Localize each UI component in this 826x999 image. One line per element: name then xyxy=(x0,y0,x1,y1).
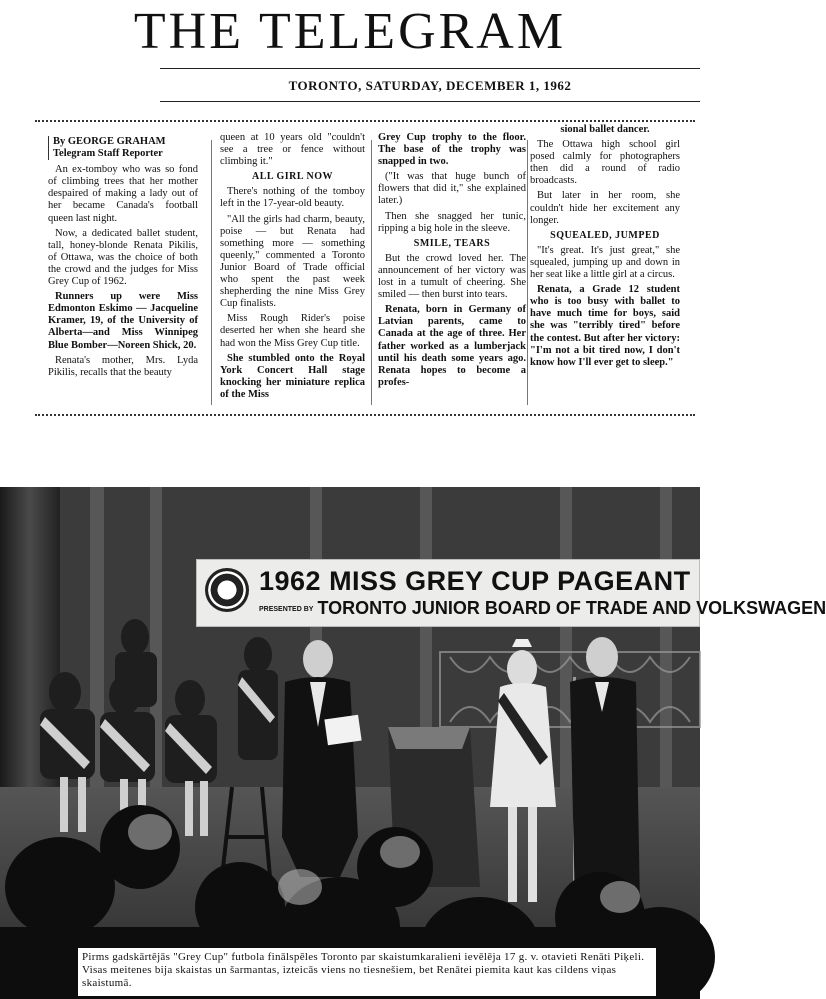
column-rule xyxy=(211,140,212,405)
article-paragraph: queen at 10 years old "couldn't see a tree or fence without climbing it." xyxy=(220,132,365,168)
dotted-divider-top xyxy=(35,120,695,122)
article-paragraph: But later in her room, she couldn't hide her excitement any longer. xyxy=(530,190,680,226)
article-paragraph: Runners up were Miss Edmonton Eskimo — Jacqueline Kramer, 19, of the University of Alberta—and Miss Winnipeg Blue Bomber—Noreen Shick, 20. xyxy=(48,291,198,351)
article-paragraph: The Ottawa high school girl posed calmly for photographers then did a round of radio broadcasts. xyxy=(530,139,680,187)
subheading: SQUEALED, JUMPED xyxy=(550,229,660,241)
article-paragraph: "It's great. It's just great," she squealed, jumping up and down in her seat like a little girl at a circus. xyxy=(530,244,680,281)
article-paragraph: Renata's mother, Mrs. Lyda Pikilis, recalls that the beauty xyxy=(48,354,198,378)
masthead-rule-bottom xyxy=(160,101,700,102)
column-rule xyxy=(527,140,528,405)
byline-author: By GEORGE GRAHAM xyxy=(48,136,198,148)
article-paragraph: But the crowd loved her. The announcement of her victory was lost in a tumult of cheering. She smiled — then burst into tears. xyxy=(378,252,526,301)
article-paragraph: "All the girls had charm, beauty, poise — but Renata had something more — something queenly," commented a Toronto Junior Board of Trade official who spent the past week shepherding the nine Miss Grey Cup finalists. xyxy=(220,213,365,310)
pageant-photo xyxy=(0,487,826,999)
banner-sponsor-text: TORONTO JUNIOR BOARD OF TRADE AND VOLKSWAGEN xyxy=(317,598,826,618)
newspaper-title: THE TELEGRAM xyxy=(133,3,567,60)
article-paragraph: sional ballet dancer. xyxy=(560,124,650,135)
pageant-banner xyxy=(196,559,826,627)
photo-caption: Pirms gadskārtējās "Grey Cup" futbola finālspēles Toronto par skaistumkaralieni ievēlēja 17 g. v. otavieti Renāti Piķeli. Visas meitenes bija skaistas un šarmantas, izteicās viens no tiesnešiem, bet Renātei piemita kaut kas cildens viņas skaistumā. xyxy=(78,948,656,996)
article-column-2 xyxy=(220,132,365,402)
article-paragraph: Renata, born in Germany of Latvian parents, came to Canada at the age of three. Her father worked as a lumberjack until his death some years ago. Renata hopes to become a profes- xyxy=(378,304,526,388)
banner-presented-by: PRESENTED BY xyxy=(259,605,314,613)
article-paragraph: Renata, a Grade 12 student who is too busy with ballet to have much time for boys, said she was "terribly tired" before the contest. But after her victory: "I'm not a bit tired now, I don't know how I'll ever get to sleep." xyxy=(530,284,680,368)
article-paragraph: She stumbled onto the Royal York Concert Hall stage knocking her miniature replica of the Miss xyxy=(220,352,365,400)
banner-headline: 1962 MISS GREY CUP PAGEANT xyxy=(259,566,691,596)
dotted-divider-bottom xyxy=(35,414,695,416)
subheading: SMILE, TEARS xyxy=(413,237,491,249)
article-column-1 xyxy=(48,136,198,406)
article-paragraph: Grey Cup trophy to the floor. The base of the trophy was snapped in two. xyxy=(378,132,526,168)
article-paragraph: Miss Rough Rider's poise deserted her when she heard she had won the Miss Grey Cup title. xyxy=(220,313,365,349)
article-paragraph: There's nothing of the tomboy left in the 17-year-old beauty. xyxy=(220,186,365,210)
dateline: TORONTO, SATURDAY, DECEMBER 1, 1962 xyxy=(288,78,572,93)
byline-role: Telegram Staff Reporter xyxy=(48,148,198,160)
article-column-4 xyxy=(530,124,680,394)
masthead xyxy=(0,0,700,60)
article-paragraph: ("It was that huge bunch of flowers that did it," she explained later.) xyxy=(378,171,526,207)
article-paragraph: An ex-tomboy who was so fond of climbing trees that her mother despaired of making a lady out of her became Canada's football queen last night. xyxy=(48,164,198,224)
masthead-rule-top xyxy=(160,68,700,69)
board-of-trade-logo-icon xyxy=(205,568,249,612)
subheading: ALL GIRL NOW xyxy=(251,171,334,183)
column-rule xyxy=(371,140,372,405)
article-column-3 xyxy=(378,132,526,402)
article-paragraph: Then she snagged her tunic, ripping a big hole in the sleeve. xyxy=(378,210,526,234)
article-paragraph: Now, a dedicated ballet student, tall, honey-blonde Renata Pikilis, of Ottawa, was the choice of both the crowd and the judges for Miss Grey Cup of 1962. xyxy=(48,227,198,288)
section-header xyxy=(0,437,700,457)
banner-sponsor xyxy=(259,598,826,619)
